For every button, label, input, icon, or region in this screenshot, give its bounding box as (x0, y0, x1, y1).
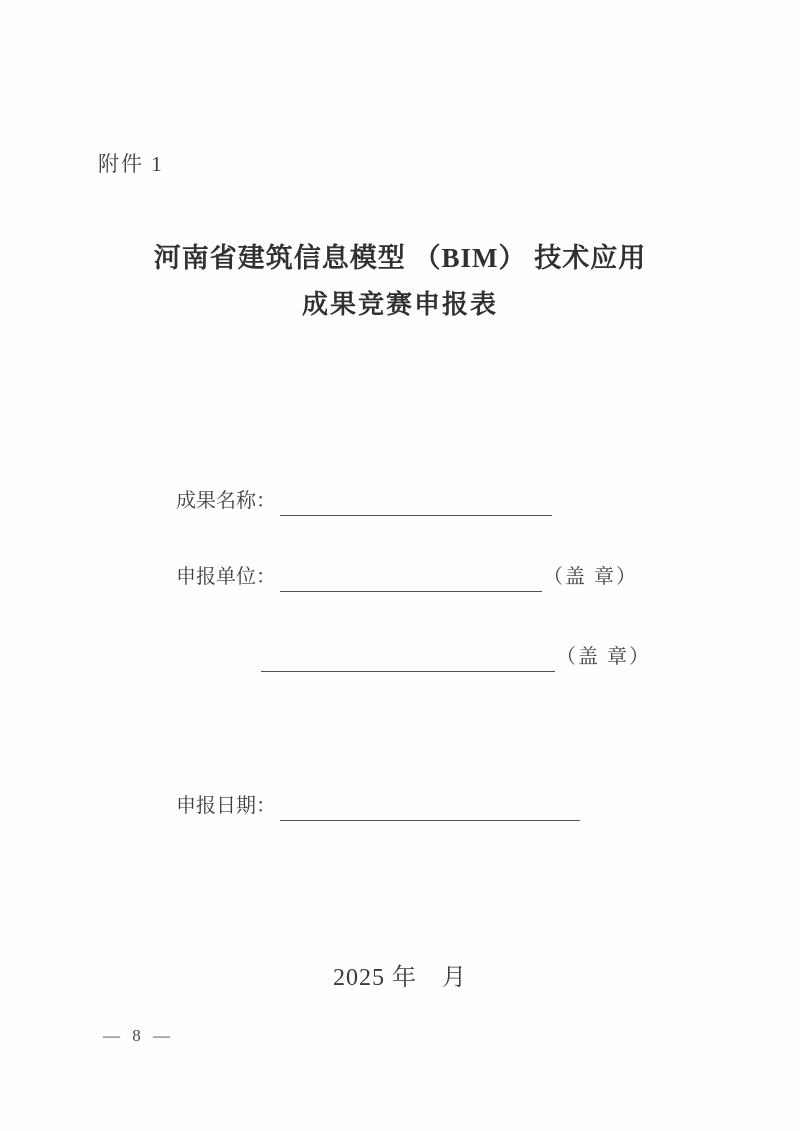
field-applicant-unit-label: 申报单位： (176, 566, 276, 588)
attachment-label: 附件 1 (98, 152, 164, 176)
blank-line (280, 792, 580, 821)
field-application-date (176, 791, 580, 821)
field-applicant-unit (176, 562, 638, 592)
field-applicant-unit-2 (261, 642, 651, 672)
blank-line (261, 643, 555, 672)
field-application-date-label: 申报日期： (176, 795, 276, 817)
document-title (0, 236, 800, 321)
stamp-note: （盖 章） (543, 566, 638, 588)
blank-line (280, 487, 552, 516)
date-line: 2025 年 月 (333, 965, 467, 991)
field-result-name (176, 486, 552, 516)
blank-line (280, 563, 542, 592)
title-line-2: 成果竞赛申报表 (301, 290, 498, 319)
page-number: — 8 — (103, 1026, 174, 1045)
stamp-note: （盖 章） (556, 646, 651, 668)
title-line-1: 河南省建筑信息模型 （BIM） 技术应用 (153, 243, 647, 273)
field-result-name-label: 成果名称： (176, 490, 276, 512)
